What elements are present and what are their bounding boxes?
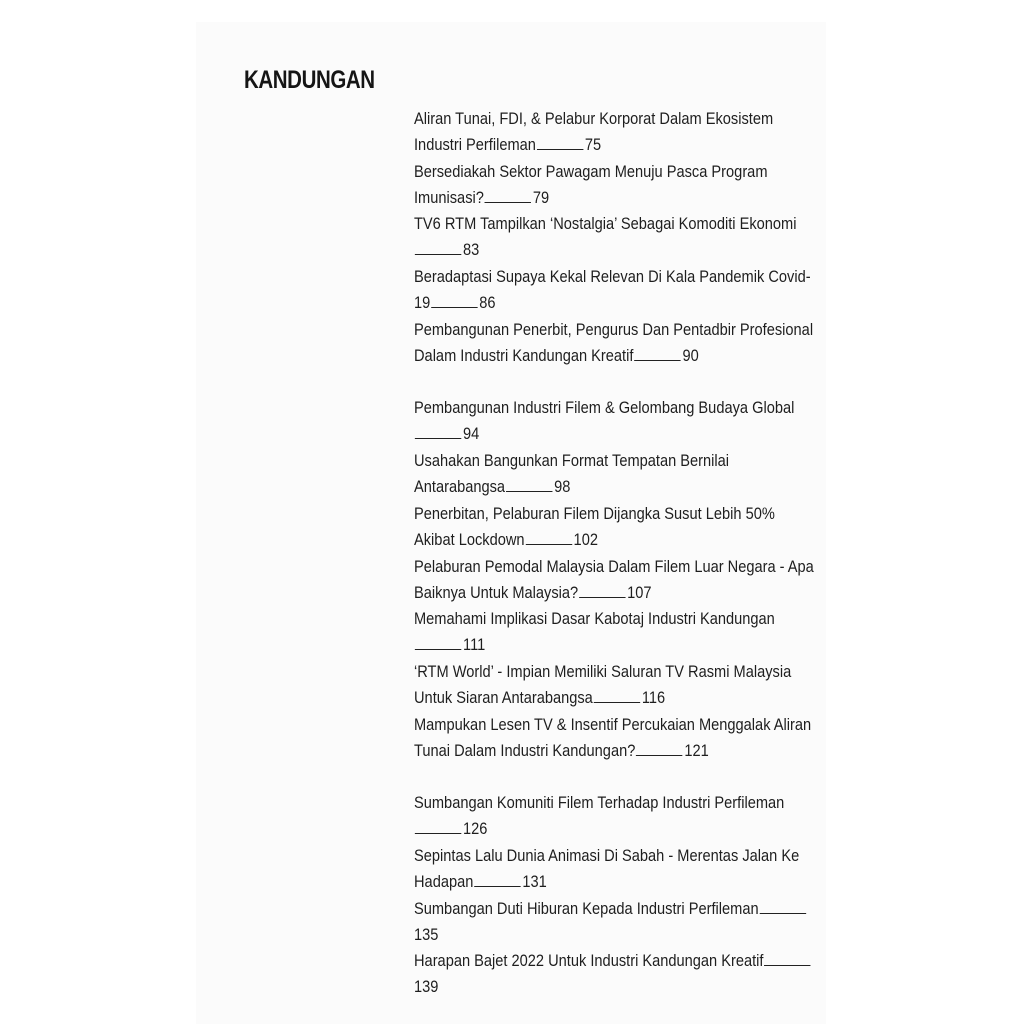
toc-entry-page: 75 bbox=[584, 135, 602, 154]
table-of-contents bbox=[414, 106, 814, 1001]
toc-entry-line bbox=[414, 659, 818, 711]
toc-entry bbox=[414, 448, 814, 501]
toc-entry bbox=[414, 948, 814, 1001]
toc-entry bbox=[414, 159, 814, 212]
toc-entry-title: ‘RTM World’ - Impian Memiliki Saluran TV Rasmi Malaysia Untuk Siaran Antarabangsa bbox=[414, 661, 792, 707]
toc-entry bbox=[414, 211, 814, 264]
toc-entry-page: 126 bbox=[463, 819, 488, 839]
toc-entry-line bbox=[414, 712, 818, 764]
toc-entry bbox=[414, 106, 814, 159]
toc-entry-line bbox=[414, 395, 818, 447]
toc-leader bbox=[415, 818, 461, 834]
toc-entry-title: Pembangunan Industri Filem & Gelombang Budaya Global bbox=[414, 398, 795, 418]
toc-entry bbox=[414, 554, 814, 607]
toc-entry-title: Pembangunan Penerbit, Pengurus Dan Pentadbir Profesional Dalam Industri Kandungan Kreatif bbox=[414, 319, 814, 365]
toc-entry-line bbox=[414, 790, 818, 842]
toc-entry bbox=[414, 395, 814, 448]
toc-entry-line bbox=[414, 501, 818, 553]
toc-entry-line bbox=[414, 159, 818, 211]
toc-entry bbox=[414, 896, 814, 949]
toc-leader bbox=[537, 134, 583, 150]
toc-entry bbox=[414, 659, 814, 712]
toc-entry-line bbox=[414, 264, 818, 316]
toc-entry bbox=[414, 501, 814, 554]
toc-entry-title: Penerbitan, Pelaburan Filem Dijangka Susut Lebih 50% Akibat Lockdown bbox=[414, 503, 775, 549]
toc-entry-title: Harapan Bajet 2022 Untuk Industri Kandungan Kreatif bbox=[414, 951, 764, 971]
toc-entry-title: Usahakan Bangunkan Format Tempatan Bernilai Antarabangsa bbox=[414, 451, 730, 497]
toc-entry-page: 135 bbox=[414, 924, 439, 944]
toc-leader bbox=[525, 529, 571, 545]
toc-entry-page: 98 bbox=[554, 477, 571, 497]
toc-entry-page: 116 bbox=[641, 687, 666, 707]
toc-entry-line bbox=[414, 106, 818, 158]
toc-entry bbox=[414, 264, 814, 317]
page-margin bbox=[826, 22, 1024, 1024]
toc-leader bbox=[636, 740, 682, 756]
page-title: KANDUNGAN bbox=[244, 66, 375, 94]
toc-entry-line bbox=[414, 843, 818, 895]
toc-entry-title: Beradaptasi Supaya Kekal Relevan Di Kala Pandemik Covid-19 bbox=[414, 267, 811, 313]
toc-leader bbox=[764, 950, 810, 966]
toc-leader bbox=[634, 345, 680, 361]
toc-entry bbox=[414, 843, 814, 896]
toc-leader bbox=[415, 634, 461, 650]
toc-entry-title: Sumbangan Komuniti Filem Terhadap Industri Perfileman bbox=[414, 793, 785, 813]
toc-entry bbox=[414, 606, 814, 659]
toc-entry-page: 94 bbox=[463, 424, 480, 444]
toc-entry-line bbox=[414, 948, 818, 1000]
toc-entry-line bbox=[414, 896, 818, 948]
toc-entry-title: Sepintas Lalu Dunia Animasi Di Sabah - Merentas Jalan Ke Hadapan bbox=[414, 845, 800, 891]
toc-entry-page: 107 bbox=[627, 582, 652, 602]
toc-entry-page: 83 bbox=[463, 240, 480, 260]
toc-leader bbox=[485, 187, 531, 203]
toc-entry-title: Memahami Implikasi Dasar Kabotaj Industri Kandungan bbox=[414, 609, 775, 629]
toc-leader bbox=[431, 292, 477, 308]
toc-entry bbox=[414, 712, 814, 791]
toc-entry-page: 121 bbox=[684, 740, 709, 760]
toc-entry-page: 131 bbox=[522, 871, 547, 891]
toc-entry-line bbox=[414, 317, 818, 369]
toc-entry-title: Pelaburan Pemodal Malaysia Dalam Filem Luar Negara - Apa Baiknya Untuk Malaysia? bbox=[414, 556, 814, 602]
toc-entry bbox=[414, 317, 814, 396]
toc-entry-page: 102 bbox=[573, 529, 598, 549]
toc-entry-title: Sumbangan Duti Hiburan Kepada Industri Perfileman bbox=[414, 898, 759, 918]
toc-leader bbox=[506, 476, 552, 492]
toc-leader bbox=[415, 423, 461, 439]
toc-entry-page: 111 bbox=[463, 635, 486, 655]
toc-leader bbox=[759, 898, 805, 914]
toc-entry-line bbox=[414, 606, 818, 658]
toc-leader bbox=[415, 239, 461, 255]
toc-entry-title: Mampukan Lesen TV & Insentif Percukaian Menggalak Aliran Tunai Dalam Industri Kandungan? bbox=[414, 714, 812, 760]
toc-entry-line bbox=[414, 448, 818, 500]
toc-leader bbox=[594, 687, 640, 703]
toc-entry-title: Bersediakah Sektor Pawagam Menuju Pasca Program Imunisasi? bbox=[414, 161, 768, 207]
toc-entry-title: Aliran Tunai, FDI, & Pelabur Korporat Dalam Ekosistem Industri Perfileman bbox=[414, 109, 774, 154]
toc-entry-page: 86 bbox=[479, 293, 496, 313]
toc-entry bbox=[414, 790, 814, 843]
toc-entry-page: 79 bbox=[532, 187, 550, 207]
toc-entry-title: TV6 RTM Tampilkan ‘Nostalgia’ Sebagai Komoditi Ekonomi bbox=[414, 214, 797, 234]
toc-entry-page: 90 bbox=[682, 345, 699, 365]
toc-leader bbox=[579, 582, 625, 598]
toc-entry-line bbox=[414, 554, 818, 606]
toc-leader bbox=[474, 871, 520, 887]
toc-entry-page: 139 bbox=[414, 977, 439, 997]
toc-entry-line bbox=[414, 211, 818, 263]
